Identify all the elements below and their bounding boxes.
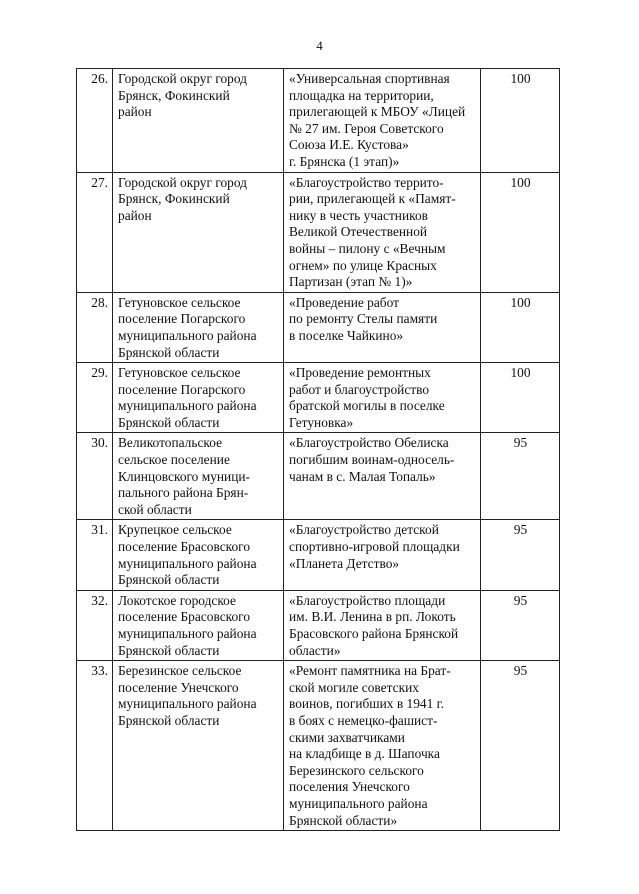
project-line: области»	[289, 642, 341, 658]
project-line: «Благоустройство детской	[289, 522, 439, 538]
project-cell	[284, 520, 481, 590]
municipality-line: Великотопальское	[118, 435, 223, 451]
municipality-line: Городской округ город	[118, 71, 247, 86]
value-cell: 95	[481, 590, 560, 660]
municipality-line: Брянск, Фокинский	[118, 191, 230, 207]
projects-table	[76, 68, 560, 831]
project-line: «Универсальная спортивная	[289, 71, 450, 86]
municipality-cell	[113, 590, 284, 660]
municipality-line: Крупецкое сельское	[118, 522, 232, 538]
project-line: Брянской области»	[289, 812, 398, 828]
project-line: на кладбище в д. Шапочка	[289, 746, 440, 762]
project-cell	[284, 590, 481, 660]
table-row	[77, 661, 560, 831]
row-number-cell: 27.	[77, 172, 113, 292]
project-line: «Благоустройство Обелиска	[289, 435, 449, 451]
municipality-line: ской области	[118, 501, 192, 517]
municipality-line: поселение Погарского	[118, 381, 246, 397]
project-line: в боях с немецко-фашист-	[289, 712, 438, 728]
table-row	[77, 172, 560, 292]
table-row	[77, 590, 560, 660]
municipality-cell	[113, 292, 284, 362]
municipality-line: поселение Унечского	[118, 679, 239, 695]
row-number-cell: 28.	[77, 292, 113, 362]
project-line: «Проведение ремонтных	[289, 365, 431, 381]
municipality-cell	[113, 172, 284, 292]
row-number-cell: 29.	[77, 363, 113, 433]
row-number-cell: 31.	[77, 520, 113, 590]
municipality-line: Гетуновское сельское	[118, 294, 241, 310]
project-line: Гетуновка»	[289, 414, 354, 430]
municipality-line: муниципального района	[118, 327, 257, 343]
value-cell: 100	[481, 363, 560, 433]
municipality-cell	[113, 363, 284, 433]
table-row	[77, 292, 560, 362]
project-cell	[284, 433, 481, 520]
value-cell: 100	[481, 69, 560, 173]
value-cell: 95	[481, 520, 560, 590]
municipality-line: район	[118, 104, 152, 120]
value-cell: 95	[481, 661, 560, 831]
project-line: ской могиле советских	[289, 679, 419, 695]
project-cell	[284, 69, 481, 173]
project-line: муниципального района	[289, 795, 428, 811]
municipality-line: Березинское сельское	[118, 663, 242, 679]
project-line: работ и благоустройство	[289, 381, 430, 397]
project-line: «Ремонт памятника на Брат-	[289, 663, 451, 679]
table-row	[77, 433, 560, 520]
municipality-cell	[113, 661, 284, 831]
municipality-cell	[113, 520, 284, 590]
project-line: рии, прилегающей к «Памят-	[289, 191, 456, 207]
row-number-cell: 33.	[77, 661, 113, 831]
project-cell	[284, 661, 481, 831]
project-line: № 27 им. Героя Советского	[289, 120, 444, 136]
page-number: 4	[316, 38, 323, 53]
project-line: скими захватчиками	[289, 729, 405, 745]
municipality-line: муниципального района	[118, 398, 257, 414]
project-line: в поселке Чайкино»	[289, 327, 404, 343]
municipality-line: Городской округ город	[118, 174, 247, 190]
row-number-cell: 32.	[77, 590, 113, 660]
project-line: «Благоустройство террито-	[289, 174, 444, 190]
project-line: поселения Унечского	[289, 779, 410, 795]
municipality-line: муниципального района	[118, 626, 257, 641]
municipality-line: муниципального района	[118, 555, 257, 571]
project-line: им. В.И. Ленина в рп. Локоть	[289, 609, 456, 625]
municipality-line: Брянской области	[118, 344, 220, 360]
project-line: по ремонту Стелы памяти	[289, 311, 438, 327]
table-row	[77, 520, 560, 590]
table-row	[77, 363, 560, 433]
project-cell	[284, 292, 481, 362]
row-number-cell: 26.	[77, 69, 113, 173]
project-line: Партизан (этап № 1)»	[289, 274, 413, 290]
municipality-line: Брянской области	[118, 572, 220, 588]
project-cell	[284, 363, 481, 433]
project-line: войны – пилону с «Вечным	[289, 240, 446, 256]
project-line: г. Брянска (1 этап)»	[289, 153, 400, 169]
municipality-line: Клинцовского муници-	[118, 468, 251, 484]
municipality-line: поселение Брасовского	[118, 539, 251, 555]
municipality-line: сельское поселение	[118, 452, 230, 468]
project-cell	[284, 172, 481, 292]
project-line: спортивно-игровой площадки	[289, 539, 460, 555]
project-line: нику в честь участников	[289, 207, 428, 223]
municipality-line: Брянской области	[118, 712, 220, 728]
project-line: Березинского сельского	[289, 762, 424, 778]
project-line: «Проведение работ	[289, 294, 399, 310]
row-number-cell: 30.	[77, 433, 113, 520]
value-cell: 100	[481, 292, 560, 362]
municipality-line: пального района Брян-	[118, 485, 249, 501]
value-cell: 100	[481, 172, 560, 292]
municipality-line: Брянск, Фокинский	[118, 87, 230, 103]
value-cell: 95	[481, 433, 560, 520]
municipality-line: поселение Брасовского	[118, 609, 251, 625]
table-row	[77, 69, 560, 173]
municipality-cell	[113, 433, 284, 520]
municipality-line: Гетуновское сельское	[118, 365, 241, 381]
municipality-line: район	[118, 207, 152, 223]
project-line: «Благоустройство площади	[289, 592, 446, 608]
project-line: Великой Отечественной	[289, 224, 428, 240]
project-line: прилегающей к МБОУ «Лицей	[289, 104, 466, 120]
project-line: Союза И.Е. Кустова»	[289, 137, 409, 153]
municipality-line: поселение Погарского	[118, 311, 246, 327]
municipality-line: Брянской области	[118, 642, 220, 658]
municipality-cell	[113, 69, 284, 173]
project-line: чанам в с. Малая Топаль»	[289, 468, 436, 484]
project-line: погибшим воинам-односель-	[289, 452, 455, 468]
project-line: «Планета Детство»	[289, 555, 400, 571]
municipality-line: Локотское городское	[118, 592, 236, 608]
project-line: площадка на территории,	[289, 87, 434, 103]
municipality-line: Брянской области	[118, 414, 220, 430]
municipality-line: муниципального района	[118, 696, 257, 712]
projects-table-body	[77, 69, 560, 831]
project-line: Брасовского района Брянской	[289, 626, 459, 641]
project-line: братской могилы в поселке	[289, 398, 445, 414]
project-line: огнем» по улице Красных	[289, 257, 437, 273]
project-line: воинов, погибших в 1941 г.	[289, 696, 444, 712]
